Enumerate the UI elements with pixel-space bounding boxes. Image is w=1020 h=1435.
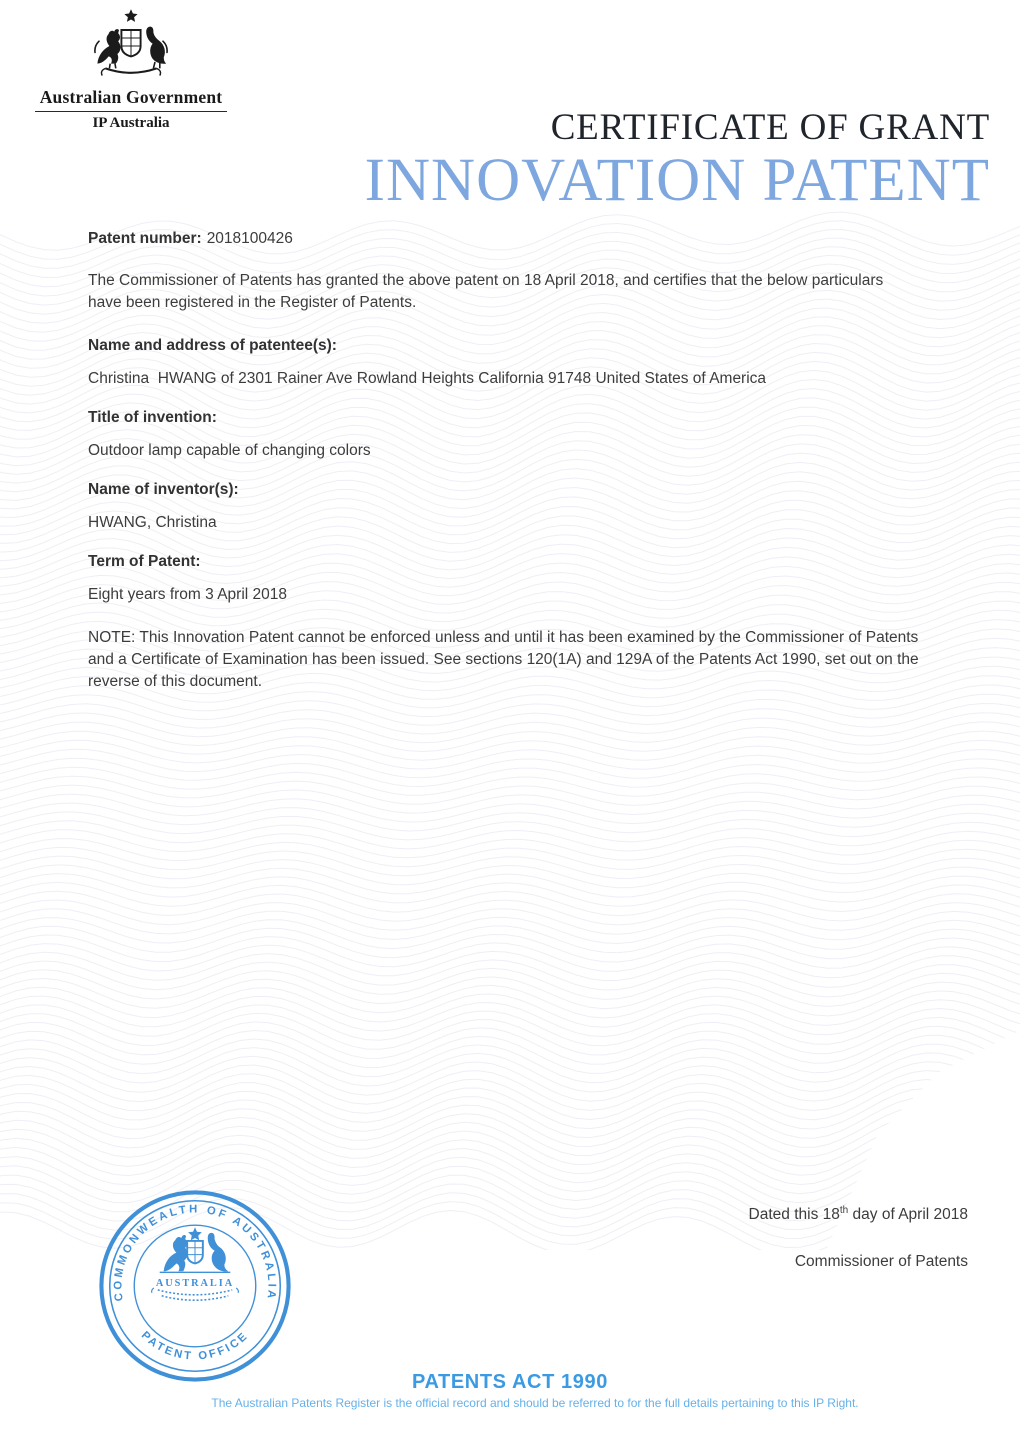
svg-text:PATENT OFFICE <box>139 1329 251 1362</box>
certificate-title: CERTIFICATE OF GRANT <box>550 107 990 148</box>
field-value: Outdoor lamp capable of changing colors <box>88 442 371 459</box>
grant-statement: The Commissioner of Patents has granted the above patent on 18 April 2018, and certifies that the below particulars have been registered in the Register of Patents. <box>88 272 884 311</box>
coat-of-arms-icon <box>75 6 187 86</box>
arms-legs <box>109 62 159 68</box>
seal-top-text: COMMONWEALTH OF AUSTRALIA <box>112 1203 278 1302</box>
field-patentee <box>88 335 920 390</box>
field-label: Name and address of patentee(s): <box>88 337 337 354</box>
arms-scroll <box>105 68 156 72</box>
field-invention-title <box>88 407 920 462</box>
field-label: Name of inventor(s): <box>88 481 239 498</box>
patent-number-value: 2018100426 <box>206 230 293 247</box>
arms-emu <box>146 27 166 64</box>
seal-bottom-text: PATENT OFFICE <box>138 1329 252 1363</box>
arms-star <box>124 9 137 22</box>
field-inventor <box>88 479 920 534</box>
field-value: HWANG, Christina <box>88 514 217 531</box>
act-title: PATENTS ACT 1990 <box>412 1371 608 1393</box>
field-label: Title of invention: <box>88 409 217 426</box>
field-value: Eight years from 3 April 2018 <box>88 586 288 603</box>
enforcement-note: NOTE: This Innovation Patent cannot be enforced unless and until it has been examined by the Commissioner of Patents and a Certificate of Examination has been issued. See sections 120(1A) and 129A of the Patents Act 1990, set out on the reverse of this document. <box>88 629 919 690</box>
seal-coat-of-arms <box>160 1227 231 1272</box>
arms-kangaroo <box>97 29 120 63</box>
agency-label: IP Australia <box>92 115 170 131</box>
patent-number-line <box>88 228 920 250</box>
dated-prefix: Dated this 18 <box>748 1206 840 1223</box>
certificate-body <box>88 228 920 693</box>
dated-suffix: day of April 2018 <box>848 1206 968 1223</box>
signatory-title: Commissioner of Patents <box>794 1253 968 1270</box>
ip-australia-logo <box>35 6 227 132</box>
register-note: The Australian Patents Register is the official record and should be referred to for the full details pertaining to this IP Right. <box>211 1396 859 1410</box>
seal-laurel <box>152 1288 239 1300</box>
document-titles <box>364 107 990 214</box>
patent-number-label: Patent number: <box>88 230 202 247</box>
field-term <box>88 551 920 606</box>
dated-line <box>749 1204 968 1226</box>
field-value: Christina HWANG of 2301 Rainer Ave Rowland Heights California 91748 United States of America <box>88 370 767 387</box>
government-label: Australian Government <box>39 87 223 107</box>
commonwealth-seal <box>97 1188 293 1384</box>
field-label: Term of Patent: <box>88 553 201 570</box>
seal-banner-text: AUSTRALIA <box>155 1278 235 1289</box>
dated-block <box>749 1204 968 1273</box>
act-block <box>0 1370 1020 1412</box>
logo-divider <box>35 111 227 112</box>
dated-ordinal: th <box>839 1204 849 1216</box>
patent-type-title: INNOVATION PATENT <box>364 146 990 214</box>
